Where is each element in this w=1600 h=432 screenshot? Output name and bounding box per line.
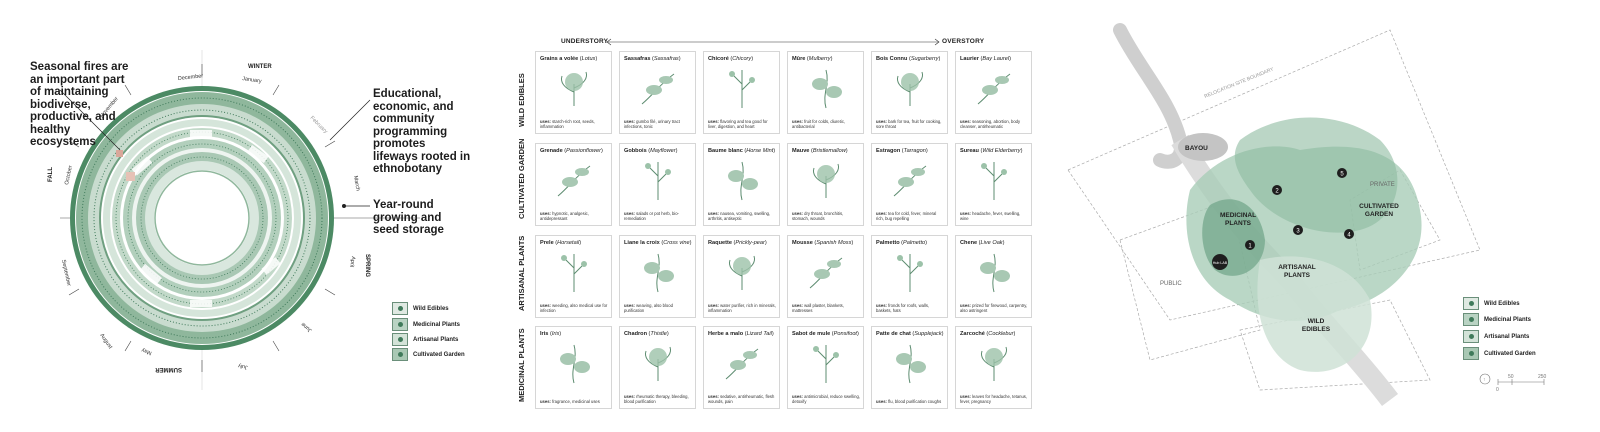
cultivated-garden-swatch-icon (1463, 347, 1479, 360)
legend-item-wild-edibles (392, 302, 449, 315)
plant-illustration-icon (634, 156, 682, 204)
scale-50: 50 (1508, 374, 1514, 380)
plant-name-line: Patte de chat (Supplejack) (876, 331, 944, 337)
plant-name: Bois Connu (876, 56, 908, 62)
plant-card (787, 235, 864, 318)
plant-name: Sabot de mule (792, 331, 831, 337)
month-march: March (352, 175, 361, 192)
plant-uses (708, 211, 776, 221)
plant-name: Liane la croix (624, 240, 660, 246)
uses-label: uses: (708, 303, 719, 308)
plant-name-line: Prele (Horsetail) (540, 240, 582, 246)
north-arrow-icon: ↑ (1483, 377, 1486, 383)
plant-illustration-icon (550, 156, 598, 204)
plant-name-line: Zarcoché (Cocklebur) (960, 331, 1016, 337)
plant-uses (876, 303, 944, 313)
plant-name: Laurier (960, 56, 979, 62)
plant-name-line: Estragon (Tarragon) (876, 148, 928, 154)
season-summer: SUMMER (155, 366, 182, 372)
plant-name: Raquette (708, 240, 732, 246)
plant-grid-panel (505, 0, 1050, 432)
uses-text: wall plaster, blankets, mattresses (792, 303, 844, 313)
artisanal-label: ARTISANAL PLANTS (1278, 264, 1316, 279)
uses-label: uses: (960, 303, 971, 308)
plant-card (535, 143, 612, 226)
plant-illustration-icon (886, 156, 934, 204)
scale-bar (1478, 370, 1558, 394)
plant-card (787, 143, 864, 226)
bayou-label: BAYOU (1185, 145, 1208, 152)
public-label: PUBLIC (1160, 281, 1182, 287)
plant-common-name: Bay Laurel (982, 56, 1010, 62)
month-december: December (177, 73, 204, 82)
uses-text: sedative, antirheumatic, flesh wounds, pain (708, 394, 775, 404)
month-october: October (64, 165, 75, 186)
plant-card (619, 326, 696, 409)
plant-name: Chadron (624, 331, 647, 337)
uses-text: dry throat, bronchitis, stomach, wounds (792, 211, 844, 221)
season-winter: WINTER (248, 64, 272, 70)
hub-label: Hub LAB (1212, 261, 1228, 265)
legend-label: Wild Edibles (413, 305, 449, 312)
plant-card (619, 235, 696, 318)
uses-label: uses: (540, 303, 551, 308)
marker-2: 2 (1275, 188, 1279, 195)
legend-label: Artisanal Plants (413, 336, 459, 343)
plant-card (955, 51, 1032, 134)
plant-card (703, 235, 780, 318)
plant-name-line: Baume blanc (Horse Mint) (708, 148, 776, 154)
plant-name-line: Sureau (Wild Elderberry) (960, 148, 1023, 154)
uses-text: seasoning, abortion, body cleanser, antirheumatic (960, 119, 1021, 129)
medicinal-plants-swatch-icon (1463, 313, 1479, 326)
legend-label: Medicinal Plants (1484, 316, 1532, 323)
plant-common-name: Tarragon (903, 148, 926, 154)
uses-label: uses: (876, 399, 887, 404)
boundary-label: RELOCATION SITE BOUNDARY (1203, 66, 1275, 100)
plant-common-name: Horse Mint (746, 148, 774, 154)
uses-label: uses: (876, 303, 887, 308)
plant-illustration-icon (886, 248, 934, 296)
uses-text: flu, blood purification coughs (888, 399, 942, 404)
plant-name-line: Gobbois (Mayflower) (624, 148, 678, 154)
plant-card (871, 326, 948, 409)
plant-card (703, 51, 780, 134)
month-november: November (98, 95, 120, 120)
uses-text: hypnotic, analgesic, antidepressant (540, 211, 589, 221)
plant-card (871, 235, 948, 318)
cultivated-label: CULTIVATED GARDEN (1359, 203, 1399, 218)
plant-common-name: Ponsifoot (833, 331, 857, 337)
plant-uses (540, 211, 608, 221)
plant-common-name: Lotus (581, 56, 596, 62)
plant-common-name: Prickly-pear (735, 240, 765, 246)
uses-text: fragrance, medicinal uses (552, 399, 600, 404)
plant-uses (624, 119, 692, 129)
plant-illustration-icon (634, 339, 682, 387)
plant-illustration-icon (718, 339, 766, 387)
plant-uses (792, 211, 860, 221)
plant-name: Chicoré (708, 56, 729, 62)
plant-name: Grains a volée (540, 56, 579, 62)
month-july: July (237, 362, 249, 370)
plant-common-name: Lizard Tail (746, 331, 772, 337)
plant-illustration-icon (718, 248, 766, 296)
map-legend-wild-edibles (1463, 297, 1520, 310)
uses-label: uses: (540, 211, 551, 216)
plant-uses (960, 119, 1028, 129)
plant-illustration-icon (550, 248, 598, 296)
row-label: ARTISANAL PLANTS (517, 235, 526, 311)
plant-common-name: Sassafras (653, 56, 679, 62)
row-label: CULTIVATED GARDEN (517, 138, 526, 219)
scale-0: 0 (1496, 387, 1499, 393)
plant-common-name: Mulberry (808, 56, 831, 62)
plant-uses (708, 394, 776, 404)
plant-uses (876, 119, 944, 129)
plant-name-line: Chicoré (Chicory) (708, 56, 754, 62)
uses-label: uses: (792, 303, 803, 308)
plant-uses (540, 119, 608, 129)
plant-illustration-icon (970, 64, 1018, 112)
plant-uses (624, 211, 692, 221)
month-april: April (348, 255, 356, 268)
plant-common-name: Passionflower (566, 148, 601, 154)
uses-text: leaves for headache, tetanus, fever, pregnancy (960, 394, 1028, 404)
month-september: September (60, 259, 72, 287)
uses-text: antimicrobial, reduce swelling, detoxify (792, 394, 860, 404)
plant-name: Patte de chat (876, 331, 911, 337)
plant-illustration-icon (970, 248, 1018, 296)
plant-name-line: Raquette (Prickly-pear) (708, 240, 767, 246)
plant-card (703, 326, 780, 409)
plant-name-line: Bois Connu (Sugarberry) (876, 56, 941, 62)
legend-item-medicinal-plants (392, 318, 460, 331)
plant-name: Iris (540, 331, 549, 337)
plant-name: Sureau (960, 148, 979, 154)
plant-name-line: Laurier (Bay Laurel) (960, 56, 1012, 62)
plant-common-name: Palmetto (903, 240, 926, 246)
legend-label: Artisanal Plants (1484, 333, 1530, 340)
uses-text: tea for cold, fever, mineral rich, bug repelling (876, 211, 937, 221)
site-map (1060, 0, 1600, 432)
uses-label: uses: (540, 399, 551, 404)
plant-name: Chene (960, 240, 978, 246)
plant-card (535, 235, 612, 318)
plant-name-line: Palmetto (Palmetto) (876, 240, 927, 246)
plant-card (787, 51, 864, 134)
uses-label: uses: (708, 211, 719, 216)
plant-common-name: Supplejack (914, 331, 942, 337)
uses-label: uses: (960, 211, 971, 216)
plant-illustration-icon (886, 339, 934, 387)
plant-name-line: Chene (Live Oak) (960, 240, 1005, 246)
uses-label: uses: (624, 211, 635, 216)
legend-item-artisanal-plants (392, 333, 458, 346)
legend-label: Cultivated Garden (1484, 350, 1536, 357)
uses-text: headache, fever, swelling, wine (960, 211, 1021, 221)
uses-label: uses: (708, 119, 719, 124)
uses-label: uses: (792, 211, 803, 216)
plant-name-line: Grains a volée (Lotus) (540, 56, 598, 62)
seasonal-wheel-panel (0, 0, 500, 432)
plant-name-line: Sabot de mule (Ponsifoot) (792, 331, 859, 337)
uses-text: nausea, vomiting, swelling, arthritis, antiseptic (708, 211, 771, 221)
uses-text: bark for tea, fruit for cooking, sore throat (876, 119, 942, 129)
plant-uses (792, 119, 860, 129)
plant-name-line: Grenade (Passionflower) (540, 148, 603, 154)
uses-text: starch-rich root, seeds, inflammation (540, 119, 595, 129)
plant-name-line: Chadron (Thistle) (624, 331, 669, 337)
plant-name-line: Mousse (Spanish Moss) (792, 240, 854, 246)
plant-illustration-icon (970, 156, 1018, 204)
month-february: February (308, 115, 329, 135)
plant-illustration-icon (802, 156, 850, 204)
artisanal-plants-swatch-icon (392, 333, 408, 346)
row-label: WILD EDIBLES (517, 73, 526, 127)
plant-common-name: Iris (551, 331, 560, 337)
plant-card (619, 143, 696, 226)
plant-name-line: Iris (Iris) (540, 331, 562, 337)
plant-name: Baume blanc (708, 148, 743, 154)
uses-text: weaving, also blood purification (624, 303, 673, 313)
plant-illustration-icon (718, 64, 766, 112)
plant-name: Prele (540, 240, 554, 246)
marker-3: 3 (1296, 228, 1300, 235)
plant-illustration-icon (718, 156, 766, 204)
plant-card (787, 326, 864, 409)
uses-label: uses: (876, 119, 887, 124)
uses-text: prized for firewood, carpentry, also astringent (960, 303, 1028, 313)
plant-illustration-icon (802, 64, 850, 112)
plant-uses (708, 303, 776, 313)
plant-name-line: Mûre (Mulberry) (792, 56, 833, 62)
legend-label: Medicinal Plants (413, 321, 461, 328)
plant-uses (624, 303, 692, 313)
season-fall: FALL (48, 167, 54, 182)
marker-1: 1 (1248, 243, 1252, 250)
plant-uses (876, 211, 944, 221)
understory-overstory-arrow-icon (605, 38, 945, 48)
plant-illustration-icon (802, 248, 850, 296)
uses-label: uses: (792, 119, 803, 124)
month-june: June (300, 320, 314, 334)
plant-common-name: Wild Elderberry (982, 148, 1021, 154)
caption-education: Educational, economic, and community programming promotes lifeways rooted in ethnobotany (373, 88, 471, 175)
plant-name: Zarcoché (960, 331, 985, 337)
plant-common-name: Chicory (732, 56, 752, 62)
plant-common-name: Sugarberry (910, 56, 939, 62)
plant-illustration-icon (802, 339, 850, 387)
legend-label: Cultivated Garden (413, 351, 465, 358)
caption-fires: Seasonal fires are an important part of maintaining biodiverse, productive, and healthy ecosystems (30, 61, 129, 148)
plant-uses (540, 303, 608, 313)
uses-label: uses: (960, 394, 971, 399)
plant-uses (792, 394, 860, 404)
uses-text: gumbo filé, urinary tract infections, tonic (624, 119, 680, 129)
wild-edibles-swatch-icon (1463, 297, 1479, 310)
medicinal-plants-swatch-icon (392, 318, 408, 331)
plant-illustration-icon (550, 339, 598, 387)
wild-edibles-swatch-icon (392, 302, 408, 315)
uses-text: weeding, also medical use for infection (540, 303, 608, 313)
uses-text: flavoring and tea good for liver, digestion, and heart (708, 119, 768, 129)
plant-uses (792, 303, 860, 313)
plant-uses (540, 399, 608, 404)
legend-item-cultivated-garden (392, 348, 465, 361)
uses-label: uses: (624, 394, 635, 399)
overstory-label: OVERSTORY (942, 38, 985, 45)
uses-text: water purifier, rich in minerals, inflammation (708, 303, 776, 313)
plant-card (535, 326, 612, 409)
row-label: MEDICINAL PLANTS (517, 328, 526, 402)
plant-common-name: Spanish Moss (816, 240, 852, 246)
private-label: PRIVATE (1370, 182, 1395, 188)
plant-common-name: Cross vine (663, 240, 690, 246)
marker-5: 5 (1340, 171, 1344, 178)
uses-text: fruit for colds, diuretic, antibacterial (792, 119, 846, 129)
uses-label: uses: (624, 303, 635, 308)
plant-uses (708, 119, 776, 129)
artisanal-plants-swatch-icon (1463, 330, 1479, 343)
plant-common-name: Live Oak (980, 240, 1003, 246)
plant-uses (960, 303, 1028, 313)
plant-uses (960, 211, 1028, 221)
scale-250: 250 (1538, 374, 1547, 380)
plant-name-line: Herbe a malo (Lizard Tail) (708, 331, 774, 337)
legend-label: Wild Edibles (1484, 300, 1520, 307)
uses-label: uses: (540, 119, 551, 124)
plant-common-name: Mayflower (650, 148, 676, 154)
plant-illustration-icon (634, 64, 682, 112)
plant-name: Palmetto (876, 240, 900, 246)
plant-illustration-icon (886, 64, 934, 112)
map-legend-medicinal-plants (1463, 313, 1531, 326)
uses-label: uses: (960, 119, 971, 124)
map-legend-artisanal-plants (1463, 330, 1529, 343)
cultivated-garden-swatch-icon (392, 348, 408, 361)
uses-label: uses: (708, 394, 719, 399)
plant-name-line: Mauve (Bristlemallow) (792, 148, 848, 154)
plant-card (871, 143, 948, 226)
plant-card (955, 143, 1032, 226)
plant-common-name: Cocklebur (988, 331, 1014, 337)
plant-name: Estragon (876, 148, 901, 154)
month-august: August (98, 332, 114, 351)
understory-label: UNDERSTORY (561, 38, 609, 45)
caption-growing: Year-round growing and seed storage (373, 199, 444, 236)
plant-name-line: Liane la croix (Cross vine) (624, 240, 692, 246)
plant-card (955, 326, 1032, 409)
medicinal-label: MEDICINAL PLANTS (1219, 212, 1257, 227)
plant-name-line: Sassafras (Sassafras) (624, 56, 681, 62)
plant-common-name: Thistle (650, 331, 667, 337)
uses-label: uses: (792, 394, 803, 399)
month-may: May (140, 346, 153, 356)
uses-text: rheumatic therapy, bleeding, blood purification (624, 394, 689, 404)
wild-label: WILD EDIBLES (1301, 318, 1331, 333)
season-spring: SPRING (364, 254, 370, 278)
plant-name: Mousse (792, 240, 813, 246)
plant-illustration-icon (634, 248, 682, 296)
plant-uses (960, 394, 1028, 404)
plant-name: Gobbois (624, 148, 647, 154)
plant-illustration-icon (550, 64, 598, 112)
plant-name: Sassafras (624, 56, 651, 62)
marker-4: 4 (1347, 232, 1351, 239)
uses-text: salads or pot herb, bio-remediation (624, 211, 679, 221)
plant-name: Herbe a malo (708, 331, 744, 337)
uses-label: uses: (624, 119, 635, 124)
plant-name: Mûre (792, 56, 806, 62)
plant-name: Grenade (540, 148, 563, 154)
month-january: January (241, 76, 262, 85)
plant-card (955, 235, 1032, 318)
plant-card (703, 143, 780, 226)
plant-card (619, 51, 696, 134)
plant-uses (624, 394, 692, 404)
plant-card (535, 51, 612, 134)
map-legend-cultivated-garden (1463, 347, 1536, 360)
uses-label: uses: (876, 211, 887, 216)
plant-uses (876, 399, 944, 404)
uses-text: fronds for roofs, walls, baskets, hats (876, 303, 930, 313)
site-map-panel (1060, 0, 1600, 432)
plant-name: Mauve (792, 148, 810, 154)
plant-card (871, 51, 948, 134)
plant-common-name: Horsetail (557, 240, 580, 246)
plant-common-name: Bristlemallow (812, 148, 846, 154)
plant-illustration-icon (970, 339, 1018, 387)
